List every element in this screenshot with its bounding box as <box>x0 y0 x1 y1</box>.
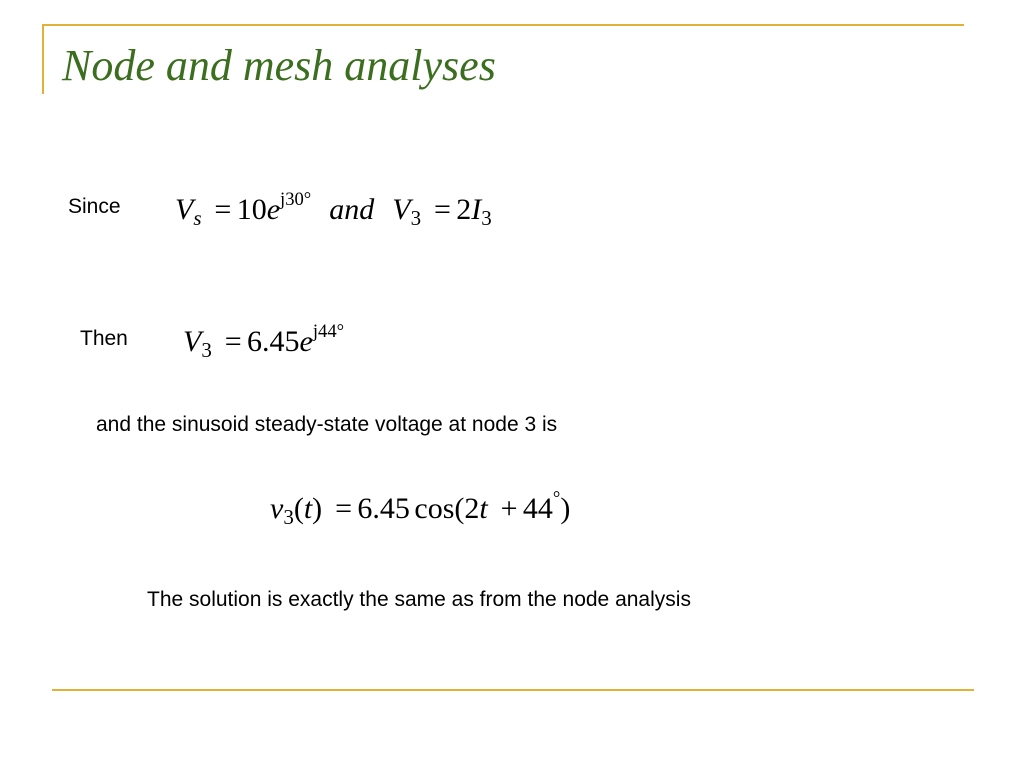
title-accent-rule-left <box>42 24 44 94</box>
then-label: Then <box>80 327 128 350</box>
eq1-lhs-var: V <box>175 192 194 226</box>
eq3-inner-coef: 2 <box>464 491 480 525</box>
equation-v3-time-domain <box>270 490 570 528</box>
since-label: Since <box>68 195 121 218</box>
eq1-var2: V <box>392 192 411 226</box>
eq3-lhs-var: v <box>270 491 284 525</box>
eq3-paren-close-outer: ) <box>560 491 571 525</box>
eq3-cos: cos( <box>414 491 465 525</box>
eq3-inner-var: t <box>479 491 488 525</box>
equation-v3-result <box>183 323 344 361</box>
eq3-degree: ° <box>552 488 561 509</box>
eq1-base: e <box>266 192 281 226</box>
eq1-coef2: 2 <box>456 192 472 226</box>
footer-accent-rule <box>52 689 974 691</box>
eq2-lhs-var: V <box>183 324 202 358</box>
equation-vs-and-v3 <box>175 191 492 229</box>
eq1-and: and <box>329 192 375 226</box>
eq1-equals: = <box>214 192 232 226</box>
eq3-arg-var: t <box>303 491 313 525</box>
eq1-exponent: j30° <box>280 189 312 210</box>
eq3-paren-close: ) <box>312 491 323 525</box>
eq2-lhs-sub: 3 <box>201 338 212 363</box>
eq3-coef: 6.45 <box>357 491 410 525</box>
eq2-coef: 6.45 <box>247 324 300 358</box>
eq3-lhs-sub: 3 <box>283 505 294 530</box>
steady-state-text: and the sinusoid steady-state voltage at node 3 is <box>96 413 558 436</box>
eq1-var3-sub: 3 <box>481 206 492 231</box>
eq1-var2-sub: 3 <box>410 206 422 231</box>
eq2-equals: = <box>224 324 242 358</box>
eq3-paren-open: ( <box>293 491 304 525</box>
eq3-plus: + <box>500 491 518 525</box>
eq3-equals: = <box>335 491 352 525</box>
slide-title: Node and mesh analyses <box>62 41 496 90</box>
conclusion-text: The solution is exactly the same as from the node analysis <box>147 588 691 611</box>
eq1-coef: 10 <box>236 192 267 226</box>
eq3-angle: 44 <box>522 491 553 525</box>
eq1-var3: I <box>471 192 482 226</box>
eq1-equals-2: = <box>433 192 451 226</box>
eq2-base: e <box>299 324 313 358</box>
title-accent-rule-top <box>42 24 964 26</box>
eq2-exponent: j44° <box>312 321 345 342</box>
eq1-lhs-sub: s <box>193 206 202 231</box>
